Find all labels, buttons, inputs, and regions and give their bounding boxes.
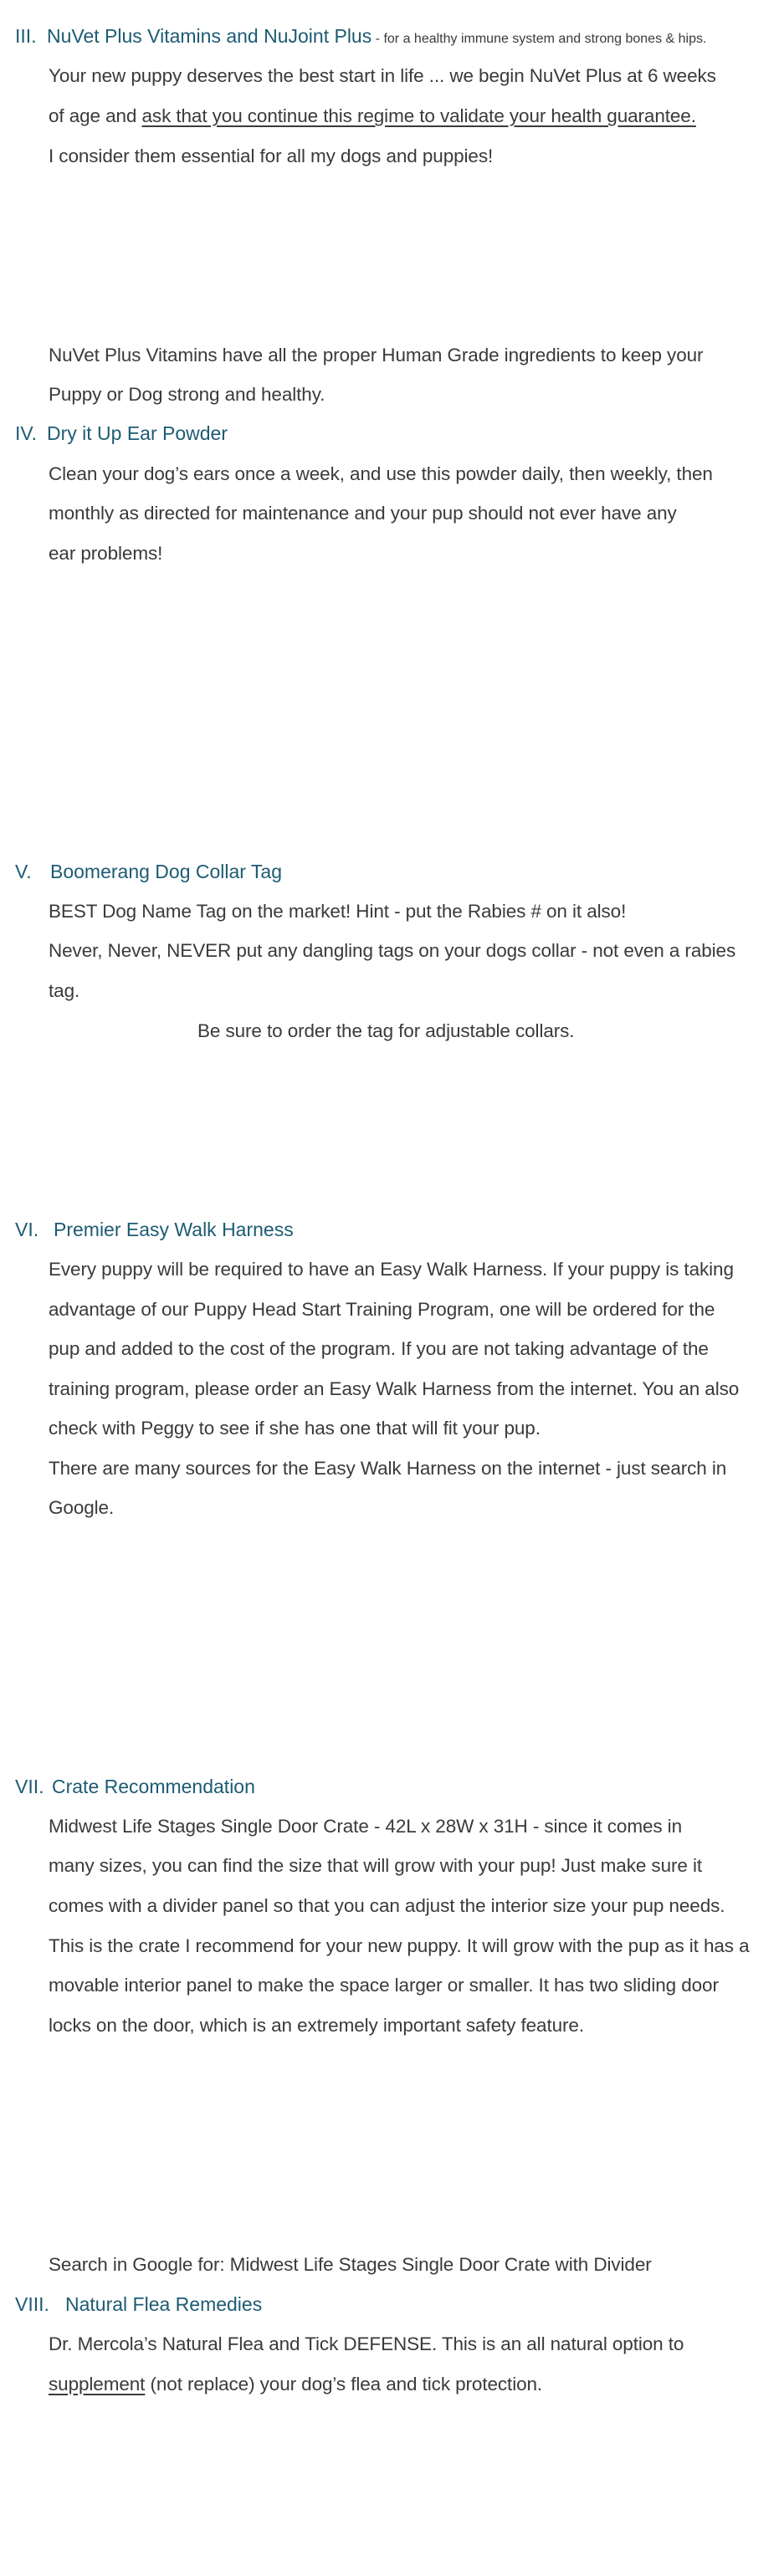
section-7-line-5: movable interior panel to make the space larger or smaller. It has two sliding door bbox=[49, 1975, 719, 1996]
section-3-title: NuVet Plus Vitamins and NuJoint Plus bbox=[47, 25, 372, 47]
section-6-line-6: There are many sources for the Easy Walk Harness on the internet - just search in bbox=[49, 1458, 727, 1479]
section-5-heading bbox=[15, 859, 282, 884]
section-3-line-2 bbox=[49, 104, 696, 129]
section-4-title: Dry it Up Ear Powder bbox=[47, 422, 228, 444]
section-8-line-1: Dr. Mercola’s Natural Flea and Tick DEFENSE. This is an all natural option to bbox=[49, 2333, 684, 2354]
section-5-line-3: tag. bbox=[49, 980, 80, 1001]
section-5-numeral: V. bbox=[15, 861, 32, 882]
section-4-heading bbox=[15, 421, 228, 446]
section-7-line-6: locks on the door, which is an extremely important safety feature. bbox=[49, 2015, 584, 2036]
section-5-title: Boomerang Dog Collar Tag bbox=[50, 861, 283, 882]
section-6-line-4: training program, please order an Easy Walk Harness from the internet. You an also bbox=[49, 1378, 740, 1399]
section-8-line-2 bbox=[49, 2372, 542, 2397]
section-3-line-1: Your new puppy deserves the best start in life ... we begin NuVet Plus at 6 weeks bbox=[49, 65, 716, 86]
section-4-line-2: monthly as directed for maintenance and your pup should not ever have any bbox=[49, 503, 677, 524]
section-6-line-1: Every puppy will be required to have an Easy Walk Harness. If your puppy is taking bbox=[49, 1259, 734, 1280]
section-7-line-1: Midwest Life Stages Single Door Crate - 42L x 28W x 31H - since it comes in bbox=[49, 1816, 682, 1837]
section-5-line-4: Be sure to order the tag for adjustable collars. bbox=[197, 1020, 575, 1041]
section-8-numeral: VIII. bbox=[15, 2293, 49, 2315]
section-8-line-2-text: (not replace) your dog’s flea and tick protection. bbox=[145, 2374, 543, 2395]
health-guarantee-link[interactable]: ask that you continue this regime to validate your health guarantee. bbox=[141, 105, 696, 126]
section-7-line-2: many sizes, you can find the size that will grow with your pup! Just make sure it bbox=[49, 1855, 702, 1876]
section-3-tagline: for a healthy immune system and strong bones & hips. bbox=[383, 32, 707, 46]
section-6-heading bbox=[15, 1217, 294, 1242]
section-6-line-7: Google. bbox=[49, 1497, 115, 1518]
section-3-line-4: NuVet Plus Vitamins have all the proper Human Grade ingredients to keep your bbox=[49, 345, 704, 365]
supplement-link[interactable]: supplement bbox=[49, 2374, 146, 2395]
section-4-line-3: ear problems! bbox=[49, 543, 163, 564]
section-6-line-3: pup and added to the cost of the program. If you are not taking advantage of the bbox=[49, 1338, 709, 1359]
section-3-numeral: III. bbox=[15, 25, 37, 47]
section-6-title: Premier Easy Walk Harness bbox=[54, 1219, 294, 1240]
section-6-line-2: advantage of our Puppy Head Start Training Program, one will be ordered for the bbox=[49, 1299, 715, 1320]
section-6-line-5: check with Peggy to see if she has one that will fit your pup. bbox=[49, 1418, 541, 1439]
section-4-line-1: Clean your dog’s ears once a week, and use this powder daily, then weekly, then bbox=[49, 463, 713, 484]
section-5-line-1: BEST Dog Name Tag on the market! Hint - put the Rabies # on it also! bbox=[49, 901, 627, 922]
section-8-title: Natural Flea Remedies bbox=[65, 2293, 263, 2315]
section-7-line-3: comes with a divider panel so that you can adjust the interior size your pup needs. bbox=[49, 1895, 725, 1916]
section-6-numeral: VI. bbox=[15, 1219, 39, 1240]
section-5-line-2: Never, Never, NEVER put any dangling tags on your dogs collar - not even a rabies bbox=[49, 940, 736, 961]
section-8-heading bbox=[15, 2292, 262, 2317]
section-3-line-2-text: of age and bbox=[49, 105, 142, 126]
section-3-line-3: I consider them essential for all my dogs and puppies! bbox=[49, 146, 494, 166]
section-7-numeral: VII. bbox=[15, 1776, 44, 1797]
section-3-heading bbox=[15, 23, 706, 52]
section-7-line-4: This is the crate I recommend for your new puppy. It will grow with the pup as it has a bbox=[49, 1935, 750, 1956]
section-7-title: Crate Recommendation bbox=[52, 1776, 255, 1797]
section-7-heading bbox=[15, 1774, 255, 1799]
section-3-tagline-separator: - bbox=[372, 32, 384, 46]
section-3-line-5: Puppy or Dog strong and healthy. bbox=[49, 384, 325, 405]
section-4-numeral: IV. bbox=[15, 422, 38, 444]
section-7-line-7: Search in Google for: Midwest Life Stages Single Door Crate with Divider bbox=[49, 2254, 652, 2275]
